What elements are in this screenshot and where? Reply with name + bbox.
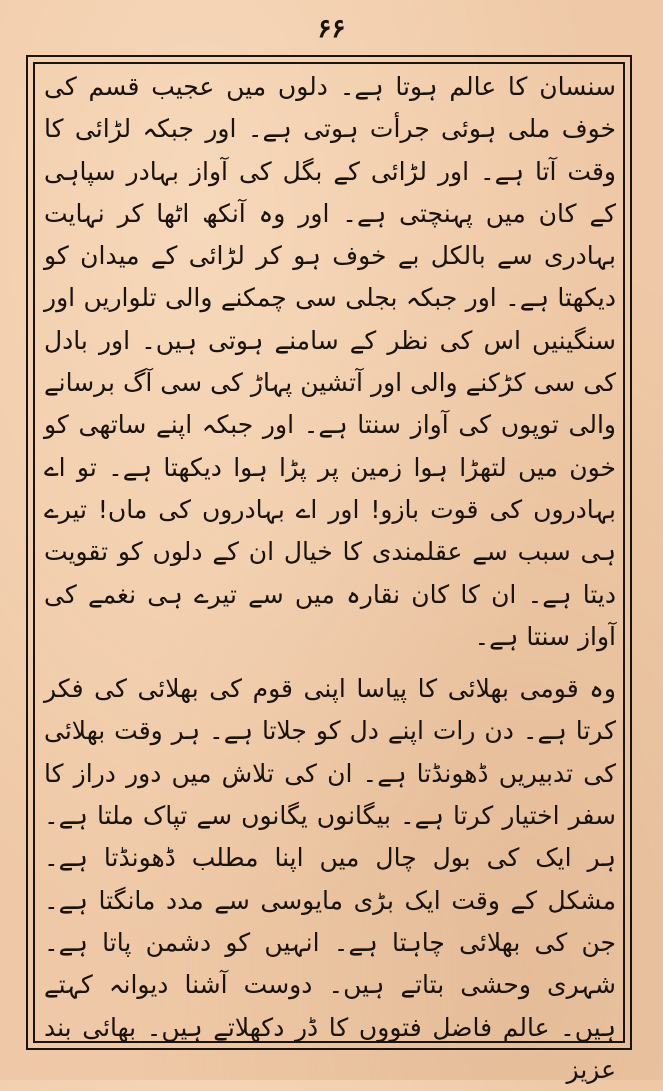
paragraph-2: وہ قومی بھلائی کا پیاسا اپنی قوم کی بھلائی کی فکر کرتا ہے۔ دن رات اپنے دل کو جلاتا ہے۔ ہر وقت بھلائی کی تدبیریں ڈھونڈتا ہے۔ ان کی تلاش میں دور دراز کا سفر اختیار کرتا ہے۔ بیگانوں یگانوں سے تپاک ملتا ہے۔ ہر ایک کی بول چال میں اپنا مطلب ڈھونڈتا ہے۔ مشکل کے وقت ایک بڑی مایوسی سے مدد مانگتا ہے۔ جن کی بھلائی چاہتا ہے۔ انہیں کو دشمن پاتا ہے۔ شہری وحشی بتاتے ہیں۔ دوست آشنا دیوانہ کہتے ہیں۔ عالم فاضل فتووں کا ڈر دکھلاتے ہیں۔ بھائی بند عزیز <box>44 674 616 1084</box>
page-number: ۶۶ <box>317 14 346 44</box>
text-body <box>44 66 616 1084</box>
paragraph-1: سنسان کا عالم ہوتا ہے۔ دلوں میں عجیب قسم کی خوف ملی ہوئی جرأت ہوتی ہے۔ اور جبکہ لڑائی کا وقت آتا ہے۔ اور لڑائی کے بگل کی آواز بہادر سپاہی کے کان میں پہنچتی ہے۔ اور وہ آنکھ اٹھا کر نہایت بہادری سے بالکل بے خوف ہو کر لڑائی کے میدان کو دیکھتا ہے۔ اور جبکہ بجلی سی چمکنے والی تلواریں اور سنگینیں اس کی نظر کے سامنے ہوتی ہیں۔ اور بادل کی سی کڑکنے والی اور آتشین پہاڑ کی سی آگ برسانے والی توپوں کی آواز سنتا ہے۔ اور جبکہ اپنے ساتھی کو خون میں لتھڑا ہوا زمین پر پڑا ہوا دیکھتا ہے۔ تو اے بہادروں کی قوت بازو! اور اے بہادروں کی ماں! تیرے ہی سبب سے عقلمندی کا خیال ان کے دلوں کو تقویت دیتا ہے۔ ان کا کان نقارہ میں سے تیرے ہی نغمے کی آواز سنتا ہے۔ <box>44 72 616 651</box>
